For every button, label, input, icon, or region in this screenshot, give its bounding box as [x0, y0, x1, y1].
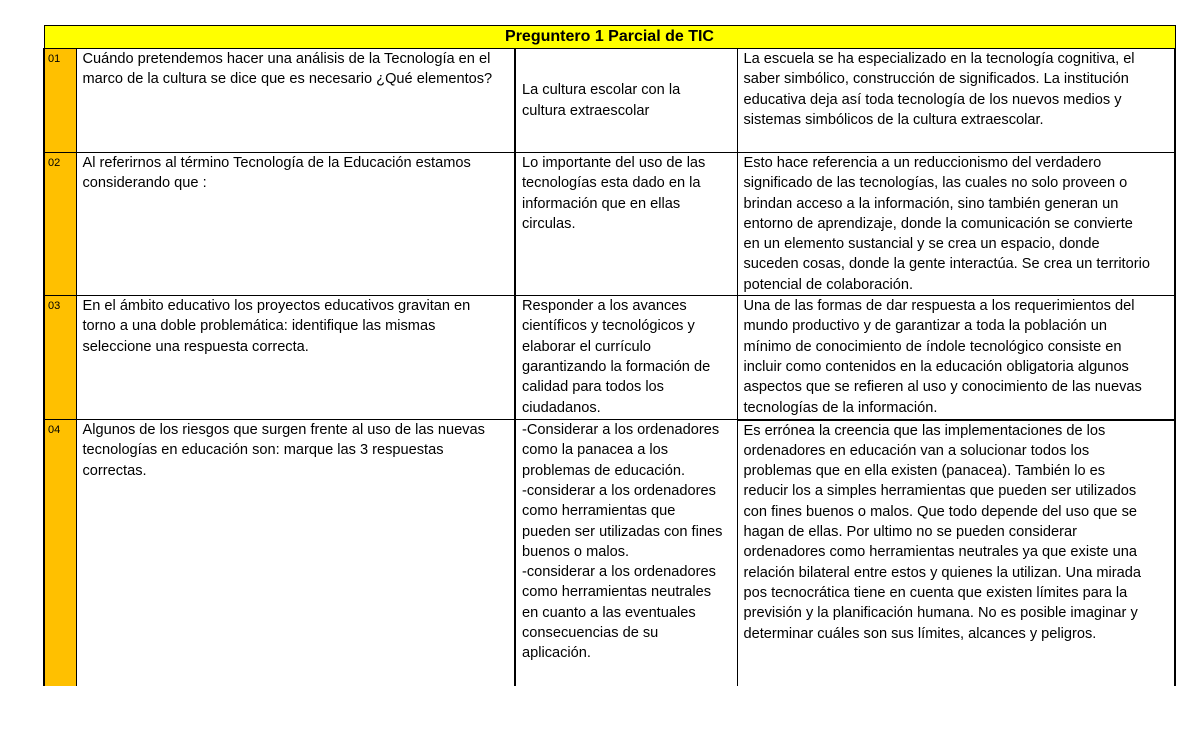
row-number: 02: [44, 153, 76, 296]
explanation-cell: Es errónea la creencia que las implementaciones de los ordenadores en educación van a solucionar todos los problemas que en ella existen (panacea). También lo es reducir los a simples herramientas que pueden ser utilizados con fines buenos o malos. Que todo depende del uso que se hagan de ellas. Por ultimo no se pueden considerar ordenadores como herramientas neutrales ya que existe una relación bilateral entre estos y quienes la utilizan. Una mirada pos tecnocrática tiene en cuenta que existen límites para la previsión y la planificación humana. No es posible imaginar y determinar cuáles son sus límites, alcances y peligros.: [737, 420, 1175, 686]
explanation-cell: La escuela se ha especializado en la tecnología cognitiva, el saber simbólico, construcción de significados. La institución educativa deja así toda tecnología de los nuevos medios y sistemas simbólicos de la cultura extraescolar.: [737, 49, 1175, 153]
table-row: [44, 49, 1175, 153]
table-row: [44, 420, 1175, 686]
sheet-title: Preguntero 1 Parcial de TIC: [44, 26, 1175, 49]
question-cell: Al referirnos al término Tecnología de la Educación estamos considerando que :: [76, 153, 515, 296]
question-cell: Cuándo pretendemos hacer una análisis de la Tecnología en el marco de la cultura se dice que es necesario ¿Qué elementos?: [76, 49, 515, 153]
explanation-cell: Esto hace referencia a un reduccionismo del verdadero significado de las tecnologías, las cuales no solo proveen o brindan acceso a la información, sino también generan un entorno de aprendizaje, donde la comunicación se convierte en un elemento sustancial y se crea un espacio, donde suceden cosas, donde la gente interactúa. Se crea un territorio potencial de colaboración.: [737, 153, 1175, 296]
answer-cell: Responder a los avances científicos y tecnológicos y elaborar el currículo garantizando la formación de calidad para todos los ciudadanos.: [515, 296, 737, 420]
table-row: [44, 296, 1175, 420]
answer-cell: -Considerar a los ordenadores como la panacea a los problemas de educación. -considerar a los ordenadores como herramientas que pueden ser utilizadas con fines buenos o malos. -considerar a los ordenadores como herramientas neutrales en cuanto a las eventuales consecuencias de su aplicación.: [515, 420, 737, 686]
question-cell: Algunos de los riesgos que surgen frente al uso de las nuevas tecnologías en educación son: marque las 3 respuestas correctas.: [76, 420, 515, 686]
row-number: 03: [44, 296, 76, 420]
question-sheet: [43, 25, 1174, 686]
table-row: [44, 153, 1175, 296]
row-number: 04: [44, 420, 76, 686]
answer-cell: Lo importante del uso de las tecnologías esta dado en la información que en ellas circulas.: [515, 153, 737, 296]
explanation-cell: Una de las formas de dar respuesta a los requerimientos del mundo productivo y de garantizar a toda la población un mínimo de conocimiento de índole tecnológico consiste en incluir como contenidos en la educación obligatoria algunos aspectos que se refieren al uso y conocimiento de las nuevas tecnologías de la información.: [737, 296, 1175, 420]
answer-cell: La cultura escolar con la cultura extraescolar: [515, 49, 737, 153]
question-cell: En el ámbito educativo los proyectos educativos gravitan en torno a una doble problemática: identifique las mismas seleccione una respuesta correcta.: [76, 296, 515, 420]
question-table: [43, 25, 1176, 686]
title-row: [44, 26, 1175, 49]
row-number: 01: [44, 49, 76, 153]
